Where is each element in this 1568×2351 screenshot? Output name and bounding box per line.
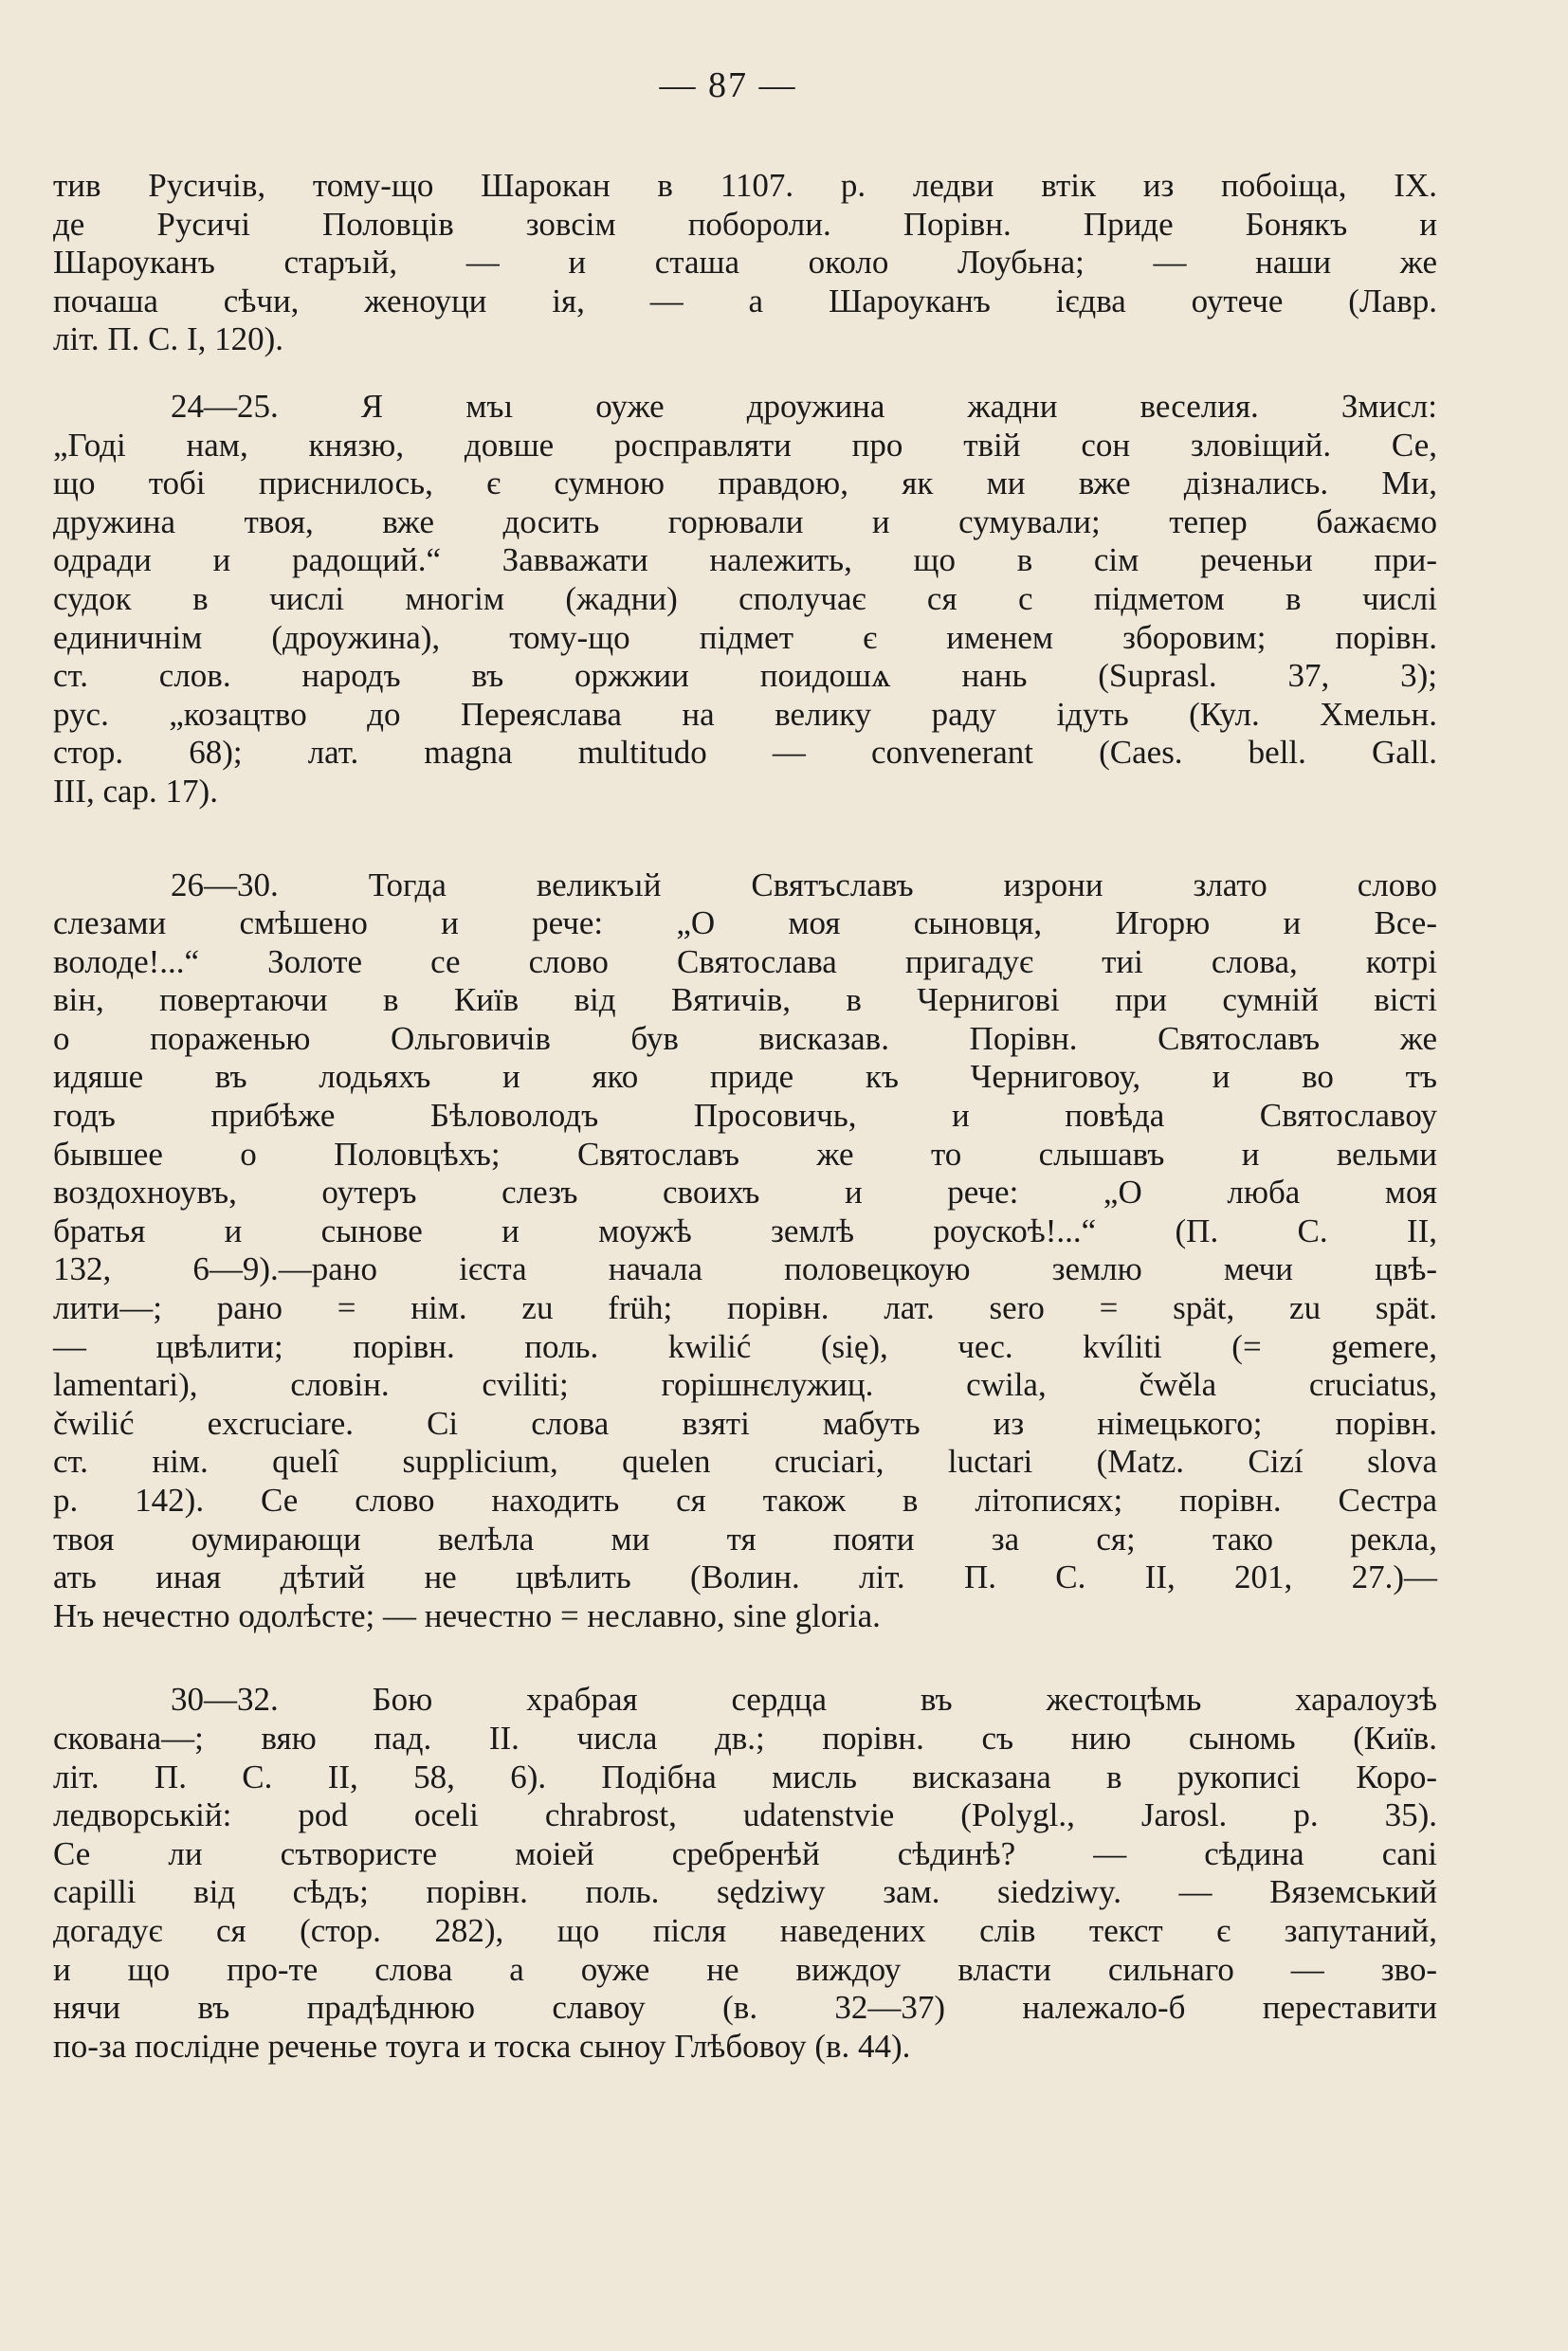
text-line: скована—; вяю пад. II. числа дв.; порівн. съ нию сыномь (Київ.: [53, 1719, 1437, 1757]
text-line: братья и сынове и моужѣ землѣ роускоѣ!...“ (П. С. II,: [53, 1212, 1437, 1249]
text-line: володе!...“ Золоте се слово Святослава пригадує тиі слова, котрі: [53, 942, 1437, 980]
text-line: „Годі нам, князю, довше росправляти про твій сон зловіщий. Се,: [53, 426, 1437, 464]
text-line: III, cap. 17).: [53, 772, 218, 810]
text-line: 26—30. Тогда великъıй Святъславъ изрони злато слово: [171, 866, 1437, 903]
text-line: слезами смѣшено и рече: „О моя сыновця, Игорю и Все-: [53, 904, 1437, 942]
text-line: и що про-те слова а оуже не виждоу власти сильнаго — зво-: [53, 1950, 1437, 1988]
text-line: идяше въ лодьяхъ и яко приде къ Черниговоу, и во тъ: [53, 1058, 1437, 1096]
text-line: почаша сѣчи, женоуци ія, — а Шароуканъ ієдва оутече (Лавр.: [53, 282, 1437, 319]
text-line: годъ прибѣже Бѣловолодъ Просовичь, и повѣда Святославоу: [53, 1097, 1437, 1135]
text-line: догадує ся (стор. 282), що після наведених слів текст є запутаний,: [53, 1911, 1437, 1949]
text-line: — цвѣлити; порівн. поль. kwilić (się), чес. kvíliti (= gemere,: [53, 1327, 1437, 1365]
text-line: судок в числі многім (жадни) сполучає ся с підметом в числі: [53, 579, 1437, 617]
paragraph-gap: [53, 1635, 1437, 1681]
text-line: літ. П. С. I, 120).: [53, 320, 284, 358]
text-line: літ. П. С. II, 58, 6). Подібна мисль висказана в рукописі Коро-: [53, 1758, 1437, 1795]
text-line: бывшее о Половцѣхъ; Святославъ же то слышавъ и вельми: [53, 1135, 1437, 1173]
text-line: по-за послідне реченье тоуга и тоска сыноу Глѣбовоу (в. 44).: [53, 2027, 911, 2065]
page-body: [53, 167, 1437, 2066]
page-number: — 87 —: [659, 65, 797, 105]
paragraph-gap: [53, 359, 1437, 388]
text-line: ать иная дѣтий не цвѣлить (Волин. літ. П. С. II, 201, 27.)—: [53, 1558, 1437, 1596]
text-line: capilli від сѣдъ; порівн. поль. sędziwy зам. siedziwy. — Вяземський: [53, 1873, 1437, 1911]
text-line: ст. слов. народъ въ оржжии поидошѧ нань (Suprasl. 37, 3);: [53, 657, 1437, 695]
text-line: 132, 6—9).—рано ієста начала половецкоую землю мечи цвѣ-: [53, 1250, 1437, 1288]
text-line: о пораженью Ольговичів був висказав. Порівн. Святославъ же: [53, 1019, 1437, 1057]
text-line: стор. 68); лат. magna multitudo — convenerant (Caes. bell. Gall.: [53, 734, 1437, 772]
text-line: ст. нім. quelî supplicium, quelen cruciari, luctari (Matz. Cizí slova: [53, 1443, 1437, 1481]
text-line: Нъ нечестно одолѣсте; — нечестно = неславно, sine gloria.: [53, 1596, 881, 1634]
paragraph-3: [53, 866, 1437, 1636]
text-line: він, повертаючи в Київ від Вятичів, в Чернигові при сумній вісті: [53, 981, 1437, 1019]
text-line: ледворській: pod oceli chrabrost, udatenstvie (Polygl., Jarosl. p. 35).: [53, 1796, 1437, 1834]
text-line: нячи въ прадѣднюю славоу (в. 32—37) належало-б переставити: [53, 1989, 1437, 2027]
text-line: одради и радощий.“ Завважати належить, що в сім реченьи при-: [53, 541, 1437, 579]
text-line: 30—32. Бою храбрая сердца въ жестоцѣмь харалоузѣ: [171, 1681, 1437, 1719]
paragraph-4: [53, 1681, 1437, 2066]
text-line: čwilić excruciare. Сі слова взяті мабуть из німецького; порівн.: [53, 1404, 1437, 1442]
text-line: де Русичі Половців зовсім побороли. Порівн. Приде Бонякъ и: [53, 205, 1437, 243]
text-line: воздохноувъ, оутеръ слезъ своихъ и рече: „О люба моя: [53, 1174, 1437, 1212]
text-line: lamentari), словін. cviliti; горішнєлужиц. cwila, čwěla cruciatus,: [53, 1366, 1437, 1404]
paragraph-2: [53, 388, 1437, 811]
paragraph-gap: [53, 811, 1437, 866]
text-line: тив Русичів, тому-що Шарокан в 1107. р. ледви втік из побоіща, IX.: [53, 167, 1437, 204]
text-line: рус. „козацтво до Переяслава на велику раду ідуть (Кул. Хмельн.: [53, 695, 1437, 733]
text-line: Шароуканъ старъıй, — и сташа около Лоубьна; — наши же: [53, 244, 1437, 282]
text-line: що тобі приснилось, є сумною правдою, як ми вже дізнались. Ми,: [53, 465, 1437, 502]
text-line: 24—25. Я мъı оуже дроужина жадни веселия. Змисл:: [171, 387, 1437, 425]
text-line: дружина твоя, вже досить горювали и сумували; тепер бажаємо: [53, 502, 1437, 540]
paragraph-1: [53, 167, 1437, 359]
text-line: p. 142). Се слово находить ся також в літописях; порівн. Сестра: [53, 1482, 1437, 1519]
text-line: твоя оумирающи велѣла ми тя пояти за ся; тако рекла,: [53, 1520, 1437, 1558]
text-line: единичнім (дроужина), тому-що підмет є именем зборовим; порівн.: [53, 618, 1437, 656]
text-line: лити—; рано = нім. zu früh; порівн. лат. sero = spät, zu spät.: [53, 1289, 1437, 1327]
text-line: Се ли сътвористе моіей сребренѣй сѣдинѣ? — сѣдина canі: [53, 1834, 1437, 1872]
